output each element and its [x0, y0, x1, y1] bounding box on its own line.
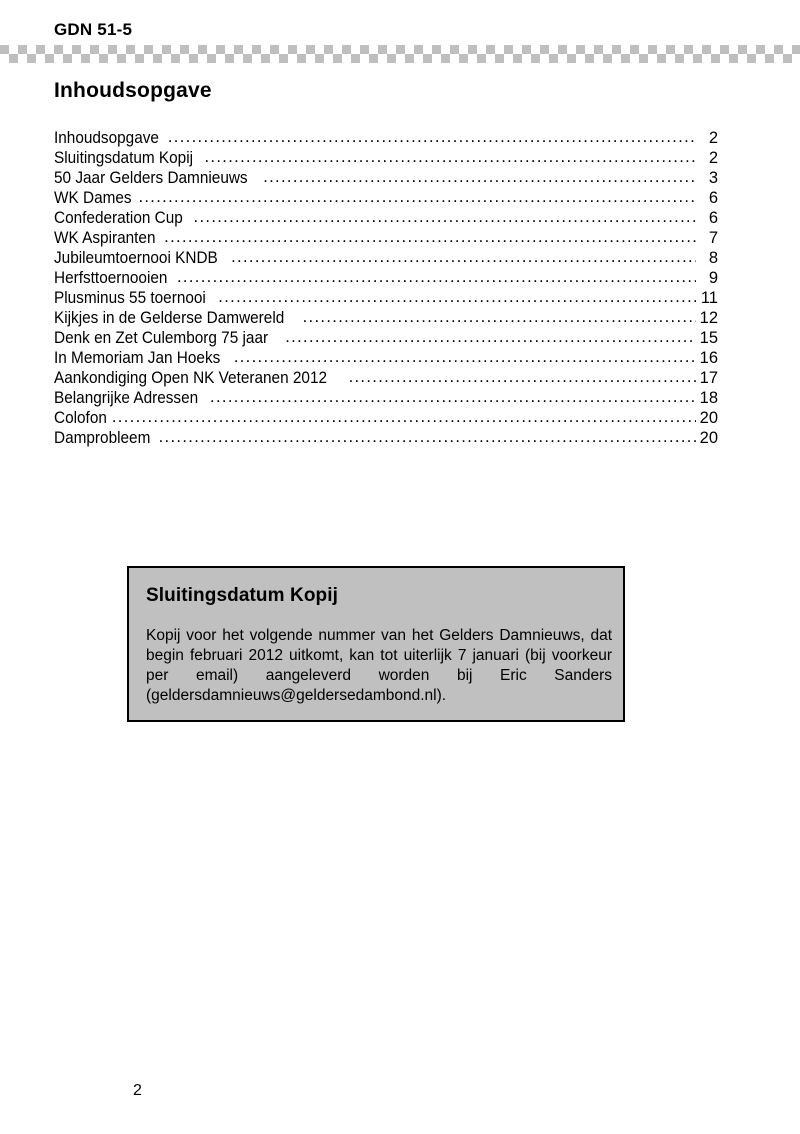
- toc-leader-dots: [194, 208, 696, 227]
- toc-entry[interactable]: [54, 188, 718, 208]
- toc-entry-label: Colofon: [54, 409, 107, 427]
- toc-entry-page: 7: [708, 229, 718, 247]
- toc-entry-label: Sluitingsdatum Kopij: [54, 149, 194, 167]
- toc-entry-page: 15: [699, 329, 718, 347]
- toc-entry[interactable]: [54, 328, 718, 348]
- toc-entry-page: 18: [699, 389, 718, 407]
- toc-entry-label: Damprobleem: [54, 429, 151, 447]
- checkerboard-row-bottom: [0, 54, 800, 63]
- toc-entry-label: Denk en Zet Culemborg 75 jaar: [54, 329, 269, 347]
- toc-entry-label: Inhoudsopgave: [54, 129, 159, 147]
- toc-leader-dots: [234, 348, 696, 367]
- toc-entry-page: 20: [699, 409, 718, 427]
- table-of-contents: [54, 128, 718, 448]
- checkerboard-row-top: [0, 45, 800, 54]
- toc-entry-page: 2: [708, 149, 718, 167]
- toc-entry[interactable]: [54, 228, 718, 248]
- toc-entry[interactable]: [54, 408, 718, 428]
- toc-entry-label: Aankondiging Open NK Veteranen 2012: [54, 369, 328, 387]
- toc-entry-label: Herfsttoernooien: [54, 269, 168, 287]
- toc-entry-label: WK Aspiranten: [54, 229, 156, 247]
- toc-entry[interactable]: [54, 308, 718, 328]
- toc-leader-dots: [210, 388, 696, 407]
- toc-entry-page: 9: [708, 269, 718, 287]
- toc-entry[interactable]: [54, 428, 718, 448]
- toc-leader-dots: [303, 308, 696, 327]
- toc-entry-label: 50 Jaar Gelders Damnieuws: [54, 169, 248, 187]
- toc-entry[interactable]: [54, 368, 718, 388]
- toc-entry-label: Confederation Cup: [54, 209, 183, 227]
- notice-title: Sluitingsdatum Kopij: [146, 585, 338, 606]
- toc-entry-page: 12: [699, 309, 718, 327]
- notice-body-text: Kopij voor het volgende nummer van het Gelders Damnieuws, dat begin februari 2012 uitkomt, kan tot uiterlijk 7 januari (bij voorkeur per email) aangeleverd worden bij Eric Sanders (geldersdamnieuws@geldersedambond.nl).: [146, 627, 612, 704]
- document-title: GDN 51-5: [54, 20, 133, 39]
- toc-entry-label: WK Dames: [54, 189, 132, 207]
- toc-leader-dots: [285, 328, 696, 347]
- toc-entry[interactable]: [54, 168, 718, 188]
- toc-leader-dots: [112, 408, 696, 427]
- toc-entry-page: 6: [708, 209, 718, 227]
- toc-entry-page: 8: [708, 249, 718, 267]
- toc-entry[interactable]: [54, 288, 718, 308]
- toc-leader-dots: [205, 148, 697, 167]
- toc-leader-dots: [218, 288, 696, 307]
- toc-entry[interactable]: [54, 148, 718, 168]
- page-number: 2: [133, 1082, 142, 1099]
- toc-entry-page: 6: [708, 189, 718, 207]
- toc-entry-label: Kijkjes in de Gelderse Damwereld: [54, 309, 285, 327]
- toc-entry[interactable]: [54, 348, 718, 368]
- toc-entry-page: 17: [699, 369, 718, 387]
- toc-entry-page: 20: [699, 429, 718, 447]
- toc-entry[interactable]: [54, 208, 718, 228]
- toc-leader-dots: [168, 128, 696, 147]
- toc-leader-dots: [177, 268, 696, 287]
- toc-entry[interactable]: [54, 388, 718, 408]
- toc-leader-dots: [138, 188, 696, 207]
- toc-entry-label: Belangrijke Adressen: [54, 389, 199, 407]
- toc-entry-label: Plusminus 55 toernooi: [54, 289, 206, 307]
- page-header: [0, 0, 800, 64]
- toc-leader-dots: [349, 368, 696, 387]
- sluitingsdatum-kopij-box: [127, 566, 625, 722]
- toc-entry-page: 2: [708, 129, 718, 147]
- page-content: [54, 78, 718, 448]
- toc-entry-page: 3: [708, 169, 718, 187]
- toc-leader-dots: [231, 248, 696, 267]
- toc-leader-dots: [263, 168, 696, 187]
- toc-entry[interactable]: [54, 268, 718, 288]
- toc-leader-dots: [164, 228, 696, 247]
- toc-entry[interactable]: [54, 248, 718, 268]
- checkerboard-rule: [0, 45, 800, 63]
- toc-entry-page: 11: [700, 289, 718, 307]
- toc-leader-dots: [159, 428, 696, 447]
- toc-entry-label: Jubileumtoernooi KNDB: [54, 249, 218, 267]
- toc-entry[interactable]: [54, 128, 718, 148]
- toc-entry-label: In Memoriam Jan Hoeks: [54, 349, 221, 367]
- toc-entry-page: 16: [699, 349, 718, 367]
- page-title: Inhoudsopgave: [54, 79, 212, 102]
